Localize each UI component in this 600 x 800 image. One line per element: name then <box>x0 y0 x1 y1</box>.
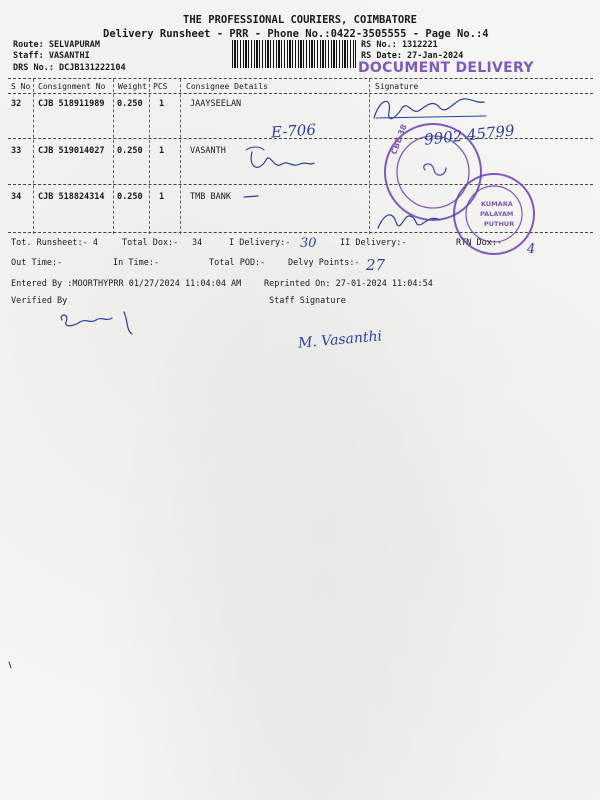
col-header-signature: Signature <box>375 82 419 91</box>
row-32-consignment: CJB 518911989 <box>38 99 105 109</box>
drs-number: DRS No.: DCJB131222104 <box>13 63 126 73</box>
handwritten-i-delivery: 30 <box>300 236 317 251</box>
signature-row-33 <box>251 152 314 167</box>
handwritten-phone: 9902 45799 <box>423 121 516 149</box>
delvy-points-label: Delvy Points:- <box>288 258 360 268</box>
svg-text:KUMARA: KUMARA <box>481 200 513 208</box>
tot-runsheet: Tot. Runsheet:- 4 <box>11 238 98 248</box>
document-delivery-stamp: DOCUMENT DELIVERY <box>358 60 534 76</box>
col-header-sno: S No <box>11 82 31 91</box>
in-time-label: In Time:- <box>113 258 160 268</box>
row-32-weight: 0.250 <box>117 99 143 109</box>
col-header-consignee: Consignee Details <box>186 82 268 91</box>
document-subtitle: Delivery Runsheet - PRR - Phone No.:0422-3505555 - Page No.:4 <box>103 28 489 40</box>
route-label: Route: SELVAPURAM <box>13 40 100 50</box>
row-32-sno: 32 <box>11 99 22 109</box>
row-32-pcs: 1 <box>159 99 165 109</box>
round-seal <box>385 123 481 220</box>
row-34-sno: 34 <box>11 192 22 202</box>
rs-date: RS Date: 27-Jan-2024 <box>361 51 464 61</box>
total-dox-label: Total Dox:- <box>122 238 179 248</box>
handwritten-delvy-points: 27 <box>366 256 386 274</box>
row-34-weight: 0.250 <box>117 192 143 202</box>
row-33-sno: 33 <box>11 146 22 156</box>
svg-text:CBE 38: CBE 38 <box>389 123 409 156</box>
staff-signature-label: Staff Signature <box>269 296 346 306</box>
signature-row-34 <box>378 215 440 228</box>
verified-by-signature <box>61 312 132 334</box>
handwritten-staff-name: M. Vasanthi <box>297 328 383 352</box>
entered-by: Entered By :MOORTHYPRR 01/27/2024 11:04:04 AM <box>11 279 242 289</box>
reprinted-on: Reprinted On: 27-01-2024 11:04:54 <box>264 279 433 289</box>
col-header-pcs: PCS <box>153 82 168 91</box>
staff-label: Staff: VASANTHI <box>13 51 90 61</box>
handwritten-rtn: 4 <box>527 242 536 257</box>
row-33-consignee: VASANTH <box>190 146 226 156</box>
svg-text:PALAYAM: PALAYAM <box>480 210 514 218</box>
row-34-pcs: 1 <box>159 192 165 202</box>
ii-delivery-label: II Delivery:- <box>340 238 407 248</box>
svg-text:PUTHUR: PUTHUR <box>484 220 515 228</box>
row-32-consignee: JAAYSEELAN <box>190 99 242 109</box>
signature-row-32 <box>374 99 484 119</box>
round-seal <box>454 174 534 254</box>
total-pod-label: Total POD:- <box>209 258 266 268</box>
row-33-consignment: CJB 519014027 <box>38 146 105 156</box>
row-34-consignment: CJB 518824314 <box>38 192 105 202</box>
i-delivery-label: I Delivery:- <box>229 238 291 248</box>
rtn-dox-label: RTN Dox:- <box>456 238 503 248</box>
verified-by-label: Verified By <box>11 296 68 306</box>
col-header-consignment: Consignment No <box>38 82 106 91</box>
document-title: THE PROFESSIONAL COURIERS, COIMBATORE <box>183 14 417 26</box>
out-time-label: Out Time:- <box>11 258 63 268</box>
row-33-weight: 0.250 <box>117 146 143 156</box>
total-dox-value: 34 <box>192 238 203 248</box>
handwritten-e706: E-706 <box>270 120 317 142</box>
row-34-consignee: TMB BANK <box>190 192 231 202</box>
rs-number: RS No.: 1312221 <box>361 40 438 50</box>
col-header-weight: Weight <box>118 82 147 91</box>
row-33-pcs: 1 <box>159 146 165 156</box>
